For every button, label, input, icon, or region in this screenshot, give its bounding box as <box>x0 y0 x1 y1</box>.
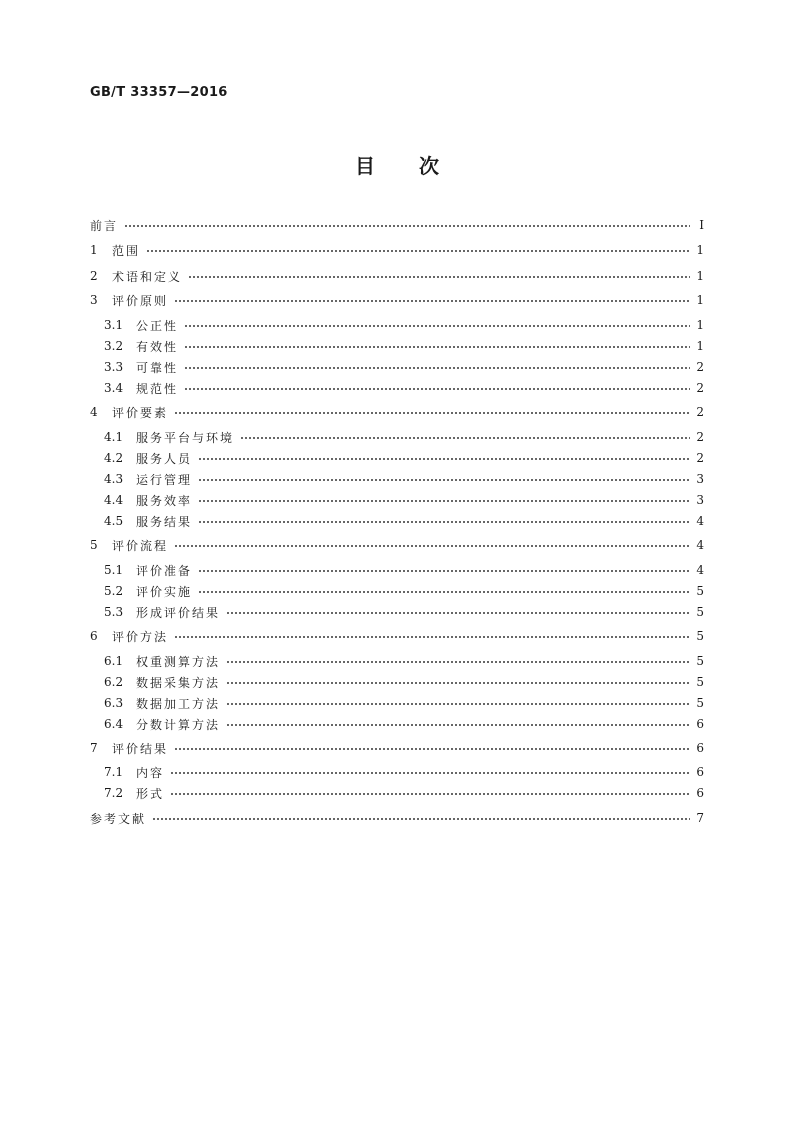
toc-entry-number: 3 <box>90 293 98 307</box>
toc-entry-number: 3.3 <box>104 360 124 374</box>
toc-entry-number: 5.2 <box>104 584 124 598</box>
toc-entry[interactable] <box>90 738 704 758</box>
toc-entry[interactable] <box>90 378 704 398</box>
toc-entry-page: 5 <box>696 605 704 619</box>
dot-leader <box>174 636 690 638</box>
toc-entry-page: 3 <box>696 472 704 486</box>
toc-entry-number: 5.1 <box>104 563 124 577</box>
toc-entry-page: 1 <box>696 243 704 257</box>
dot-leader <box>198 458 690 460</box>
toc-entry-number: 3.4 <box>104 381 124 395</box>
page-title <box>0 150 794 179</box>
toc-entry-page: 4 <box>696 514 704 528</box>
toc-entry[interactable] <box>90 427 704 447</box>
standard-code: GB/T 33357—2016 <box>90 85 228 100</box>
toc-entry-page: 6 <box>696 765 704 779</box>
toc-entry-label: 服务人员 <box>136 451 193 466</box>
toc-entry-label: 评价流程 <box>112 538 169 553</box>
toc-entry-number: 4.2 <box>104 451 124 465</box>
toc-entry[interactable] <box>90 581 704 601</box>
toc-entry-page: 5 <box>696 675 704 689</box>
toc-entry-label: 可靠性 <box>136 360 179 375</box>
toc-entry[interactable] <box>90 448 704 468</box>
toc-entry-page: 6 <box>696 717 704 731</box>
toc-entry-number: 6.3 <box>104 696 124 710</box>
toc-entry[interactable] <box>90 402 704 422</box>
toc-entry[interactable] <box>90 714 704 734</box>
toc-entry[interactable] <box>90 602 704 622</box>
toc-entry-number: 4 <box>90 405 98 419</box>
toc-entry-page: 6 <box>696 741 704 755</box>
dot-leader <box>198 479 690 481</box>
toc-entry-label: 公正性 <box>136 318 179 333</box>
toc-entry-label: 评价准备 <box>136 563 193 578</box>
dot-leader <box>188 276 690 278</box>
toc-entry-label: 数据采集方法 <box>136 675 221 690</box>
toc-entry-label: 形成评价结果 <box>136 605 221 620</box>
toc-entry-label: 参考文献 <box>90 811 147 826</box>
toc-entry-label: 评价方法 <box>112 629 169 644</box>
toc-entry-number: 6.4 <box>104 717 124 731</box>
toc-entry-page: 1 <box>696 339 704 353</box>
dot-leader <box>152 818 690 820</box>
toc-entry[interactable] <box>90 672 704 692</box>
toc-entry-page: 2 <box>696 405 704 419</box>
toc-entry-number: 3.1 <box>104 318 124 332</box>
toc-entry[interactable] <box>90 808 704 828</box>
dot-leader <box>226 703 690 705</box>
toc-entry-number: 4.5 <box>104 514 124 528</box>
toc-entry-page: 1 <box>696 269 704 283</box>
toc-entry-label: 前言 <box>90 218 119 233</box>
toc-entry-label: 术语和定义 <box>112 269 183 284</box>
toc-entry-page: 7 <box>696 811 704 825</box>
toc-entry-number: 4.4 <box>104 493 124 507</box>
toc-entry-label: 分数计算方法 <box>136 717 221 732</box>
toc-entry-number: 5.3 <box>104 605 124 619</box>
title-char: 次 <box>419 154 439 178</box>
toc-entry-number: 2 <box>90 269 98 283</box>
dot-leader <box>174 748 690 750</box>
toc-entry[interactable] <box>90 626 704 646</box>
toc-entry-number: 6.1 <box>104 654 124 668</box>
toc-entry-page: 3 <box>696 493 704 507</box>
dot-leader <box>174 545 690 547</box>
dot-leader <box>124 225 690 227</box>
toc-entry-page: 4 <box>696 538 704 552</box>
toc-entry-page: 5 <box>696 584 704 598</box>
dot-leader <box>240 437 690 439</box>
toc-entry[interactable] <box>90 215 704 235</box>
dot-leader <box>198 591 690 593</box>
toc-entry[interactable] <box>90 336 704 356</box>
toc-entry-label: 服务效率 <box>136 493 193 508</box>
dot-leader <box>170 772 690 774</box>
toc-entry-page: 2 <box>696 360 704 374</box>
dot-leader <box>174 300 690 302</box>
dot-leader <box>198 500 690 502</box>
toc-entry-label: 权重测算方法 <box>136 654 221 669</box>
toc-entry-label: 服务结果 <box>136 514 193 529</box>
title-char: 目 <box>355 154 375 178</box>
toc-entry-label: 评价要素 <box>112 405 169 420</box>
toc-entry-page: 1 <box>696 318 704 332</box>
toc-entry-number: 1 <box>90 243 98 257</box>
toc-entry[interactable] <box>90 469 704 489</box>
toc-entry[interactable] <box>90 290 704 310</box>
toc-entry-label: 规范性 <box>136 381 179 396</box>
dot-leader <box>226 724 690 726</box>
toc-entry[interactable] <box>90 560 704 580</box>
dot-leader <box>198 521 690 523</box>
toc-entry-label: 评价结果 <box>112 741 169 756</box>
dot-leader <box>174 412 690 414</box>
toc-entry[interactable] <box>90 651 704 671</box>
toc-entry-label: 形式 <box>136 786 165 801</box>
dot-leader <box>226 612 690 614</box>
toc-entry[interactable] <box>90 490 704 510</box>
toc-entry-number: 7.2 <box>104 786 124 800</box>
dot-leader <box>184 388 690 390</box>
toc-entry-page: 1 <box>696 293 704 307</box>
toc-entry-number: 6.2 <box>104 675 124 689</box>
toc-entry-label: 范围 <box>112 243 141 258</box>
toc-entry-label: 有效性 <box>136 339 179 354</box>
toc-entry[interactable] <box>90 266 704 286</box>
toc-entry-number: 5 <box>90 538 98 552</box>
dot-leader <box>170 793 690 795</box>
toc-entry[interactable] <box>90 783 704 803</box>
toc-entry-page: 5 <box>696 654 704 668</box>
toc-entry-number: 4.3 <box>104 472 124 486</box>
toc-entry-label: 服务平台与环境 <box>136 430 235 445</box>
toc-entry[interactable] <box>90 693 704 713</box>
toc-entry-page: 6 <box>696 786 704 800</box>
toc-entry-page: 5 <box>696 629 704 643</box>
toc-entry-page: 2 <box>696 381 704 395</box>
toc-entry-number: 4.1 <box>104 430 124 444</box>
toc-entry-number: 3.2 <box>104 339 124 353</box>
dot-leader <box>146 250 690 252</box>
toc-entry[interactable] <box>90 357 704 377</box>
dot-leader <box>184 325 690 327</box>
toc-entry-number: 7 <box>90 741 98 755</box>
toc-entry-page: Ⅰ <box>699 218 704 232</box>
toc-entry[interactable] <box>90 511 704 531</box>
toc-entry-page: 4 <box>696 563 704 577</box>
toc-entry-label: 评价原则 <box>112 293 169 308</box>
toc-entry-label: 内容 <box>136 765 165 780</box>
toc-entry[interactable] <box>90 240 704 260</box>
toc-entry[interactable] <box>90 315 704 335</box>
toc-entry-page: 5 <box>696 696 704 710</box>
toc-entry-label: 运行管理 <box>136 472 193 487</box>
toc-entry[interactable] <box>90 762 704 782</box>
dot-leader <box>184 367 690 369</box>
toc-entry[interactable] <box>90 535 704 555</box>
dot-leader <box>226 661 690 663</box>
toc-entry-number: 7.1 <box>104 765 124 779</box>
toc-entry-label: 数据加工方法 <box>136 696 221 711</box>
toc-entry-page: 2 <box>696 451 704 465</box>
toc-entry-page: 2 <box>696 430 704 444</box>
dot-leader <box>226 682 690 684</box>
dot-leader <box>184 346 690 348</box>
dot-leader <box>198 570 690 572</box>
toc-entry-label: 评价实施 <box>136 584 193 599</box>
toc-entry-number: 6 <box>90 629 98 643</box>
